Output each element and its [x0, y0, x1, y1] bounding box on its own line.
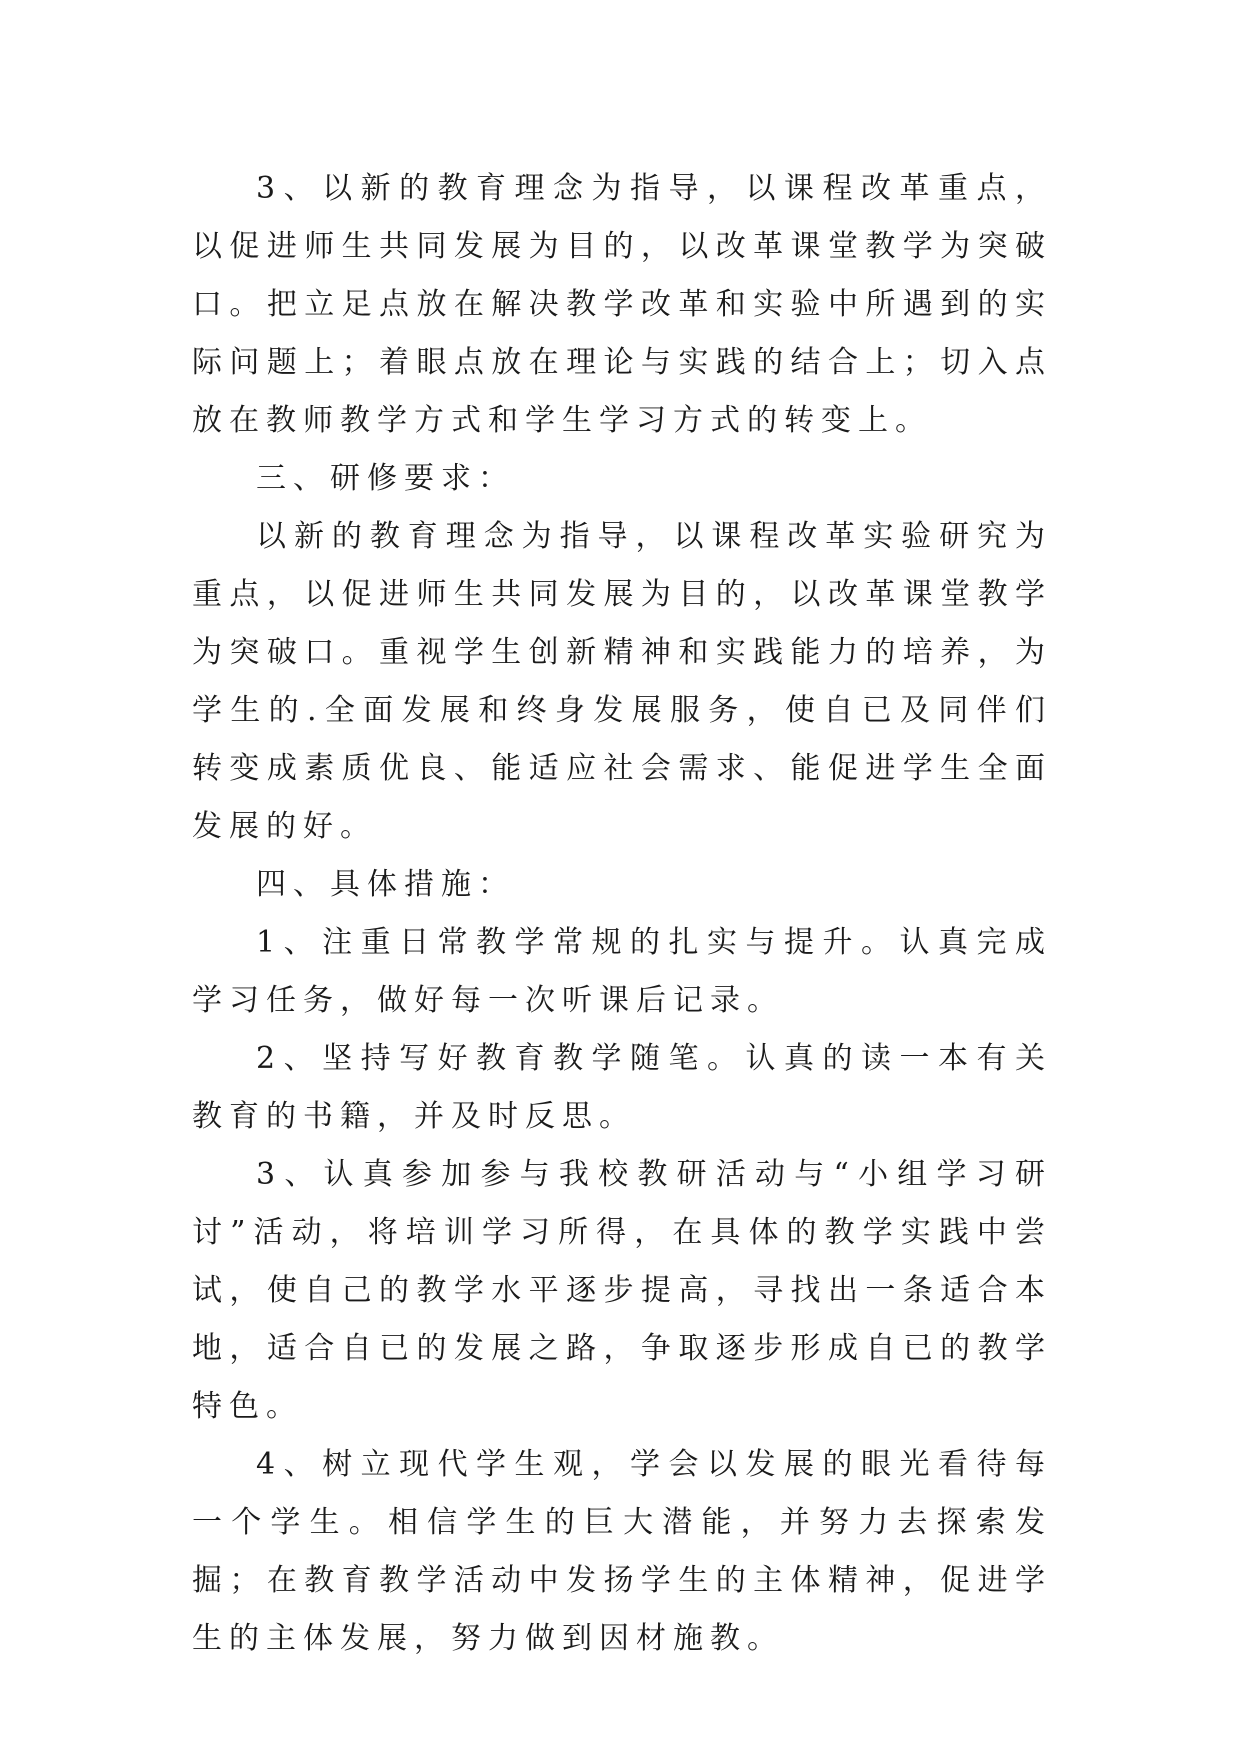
paragraph-research-requirements: 以新的教育理念为指导，以课程改革实验研究为重点，以促进师生共同发展为目的，以改革课堂教学为突破口。重视学生创新精神和实践能力的培养，为学生的.全面发展和终身发展服务，使自已及同伴们转变成素质优良、能适应社会需求、能促进学生全面发展的好。: [192, 519, 1052, 844]
paragraph-measure-1: 1、注重日常教学常规的扎实与提升。认真完成学习任务，做好每一次听课后记录。: [192, 925, 1052, 1018]
paragraph-measure-3: 3、认真参加参与我校教研活动与“小组学习研讨”活动，将培训学习所得，在具体的教学实践中尝试，使自己的教学水平逐步提高，寻找出一条适合本地，适合自已的发展之路，争取逐步形成自已的教学特色。: [192, 1157, 1052, 1424]
paragraph-item-3: 3、以新的教育理念为指导，以课程改革重点，以促进师生共同发展为目的，以改革课堂教学为突破口。把立足点放在解决教学改革和实验中所遇到的实际问题上；着眼点放在理论与实践的结合上；切入点放在教师教学方式和学生学习方式的转变上。: [192, 171, 1052, 438]
document-body: [192, 160, 1052, 1668]
section-heading-research-requirements: 三、研修要求：: [256, 461, 515, 496]
paragraph-measure-2: 2、坚持写好教育教学随笔。认真的读一本有关教育的书籍，并及时反思。: [192, 1041, 1052, 1134]
paragraph-measure-4: 4、树立现代学生观，学会以发展的眼光看待每一个学生。相信学生的巨大潜能，并努力去探索发掘；在教育教学活动中发扬学生的主体精神，促进学生的主体发展，努力做到因材施教。: [192, 1447, 1052, 1656]
section-heading-specific-measures: 四、具体措施：: [256, 867, 515, 902]
